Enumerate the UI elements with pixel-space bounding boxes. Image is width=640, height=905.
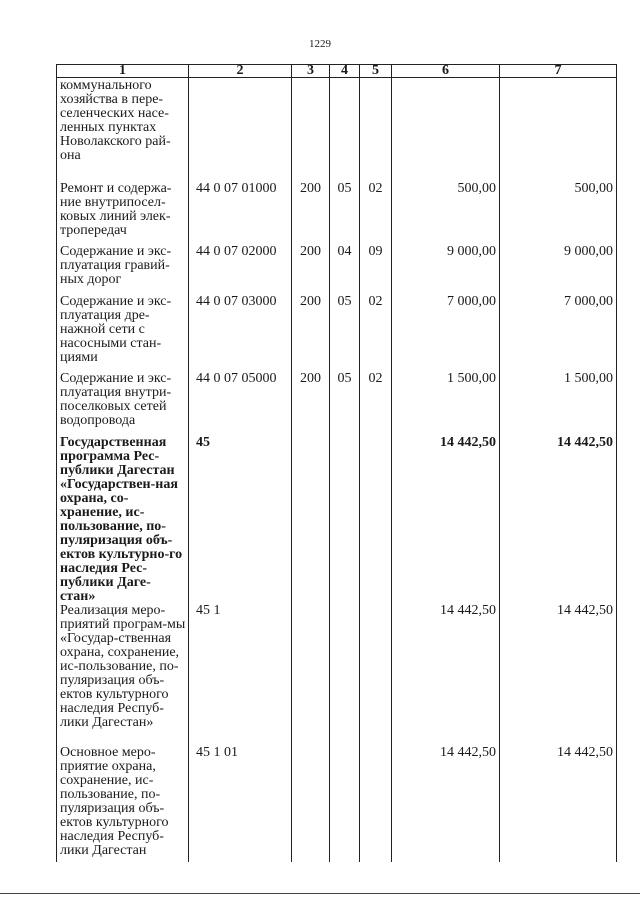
- row-amount-7: 7 000,00: [500, 295, 617, 372]
- row-amount-6: 14 442,50: [392, 746, 500, 862]
- row-amount-7: 14 442,50: [500, 436, 617, 604]
- page-number: 1229: [309, 38, 331, 50]
- table-row: [57, 295, 617, 372]
- row-col-3: [292, 436, 330, 604]
- row-col-5: 02: [360, 295, 392, 372]
- table-row: [57, 746, 617, 862]
- header-col-1: 1: [57, 65, 189, 78]
- row-col-4: [330, 78, 360, 182]
- row-name: Содержание и экс-плуатация внутри-поселковых сетей водопровода: [57, 372, 189, 436]
- row-amount-7: 500,00: [500, 182, 617, 245]
- row-col-4: 05: [330, 182, 360, 245]
- table-row: [57, 604, 617, 746]
- row-col-5: 09: [360, 245, 392, 295]
- table-row: [57, 245, 617, 295]
- row-code: 45: [189, 436, 292, 604]
- row-name: коммунального хозяйства в пере-селенческих насе-ленных пунктах Новолакского рай-она: [57, 78, 189, 182]
- row-col-4: 05: [330, 295, 360, 372]
- table-row: [57, 182, 617, 245]
- row-amount-7: 1 500,00: [500, 372, 617, 436]
- row-amount-6: 14 442,50: [392, 436, 500, 604]
- row-name: Содержание и экс-плуатация дре-нажной сети с насосными стан-циями: [57, 295, 189, 372]
- table-row: [57, 436, 617, 604]
- row-amount-7: 9 000,00: [500, 245, 617, 295]
- row-amount-6: 7 000,00: [392, 295, 500, 372]
- row-col-4: 04: [330, 245, 360, 295]
- row-code: 44 0 07 01000: [189, 182, 292, 245]
- row-col-3: [292, 604, 330, 746]
- header-col-4: 4: [330, 65, 360, 78]
- row-col-5: [360, 604, 392, 746]
- row-col-5: [360, 78, 392, 182]
- row-col-3: 200: [292, 182, 330, 245]
- row-col-3: 200: [292, 372, 330, 436]
- table-body: [57, 78, 617, 862]
- row-col-5: [360, 436, 392, 604]
- row-name: Основное меро-приятие охрана, сохранение, ис-пользование, по-пуляризация объ-ектов культурного наследия Респуб-лики Дагестан: [57, 746, 189, 862]
- row-code: 44 0 07 02000: [189, 245, 292, 295]
- row-col-5: 02: [360, 372, 392, 436]
- row-amount-6: [392, 78, 500, 182]
- row-col-5: 02: [360, 182, 392, 245]
- row-amount-6: 500,00: [392, 182, 500, 245]
- row-amount-7: [500, 78, 617, 182]
- table-header: [57, 65, 617, 78]
- header-col-3: 3: [292, 65, 330, 78]
- row-name: Ремонт и содержа-ние внутрипосел-ковых линий элек-тропередач: [57, 182, 189, 245]
- row-amount-6: 1 500,00: [392, 372, 500, 436]
- row-col-3: [292, 78, 330, 182]
- budget-table: [56, 64, 617, 862]
- row-col-3: 200: [292, 295, 330, 372]
- row-col-3: 200: [292, 245, 330, 295]
- table-row: [57, 78, 617, 182]
- row-code: 44 0 07 05000: [189, 372, 292, 436]
- row-code: 45 1 01: [189, 746, 292, 862]
- row-amount-6: 9 000,00: [392, 245, 500, 295]
- table-row: [57, 372, 617, 436]
- row-code: 44 0 07 03000: [189, 295, 292, 372]
- row-name: Реализация меро-приятий програм-мы «Государ-ственная охрана, сохранение, ис-пользование, по-пуляризация объ-ектов культурного наследия Респуб-лики Дагестан»: [57, 604, 189, 746]
- header-col-2: 2: [189, 65, 292, 78]
- header-col-5: 5: [360, 65, 392, 78]
- row-col-4: 05: [330, 372, 360, 436]
- row-name: Государственная программа Рес-публики Дагестан «Государствен-ная охрана, со-хранение, ис-пользование, по-пуляризация объ-ектов культурно-го наследия Рес-публики Даге-стан»: [57, 436, 189, 604]
- row-col-4: [330, 436, 360, 604]
- row-code: [189, 78, 292, 182]
- row-col-3: [292, 746, 330, 862]
- row-col-5: [360, 746, 392, 862]
- header-col-6: 6: [392, 65, 500, 78]
- row-col-4: [330, 604, 360, 746]
- row-name: Содержание и экс-плуатация гравий-ных дорог: [57, 245, 189, 295]
- row-amount-7: 14 442,50: [500, 746, 617, 862]
- header-col-7: 7: [500, 65, 617, 78]
- row-code: 45 1: [189, 604, 292, 746]
- page-bottom-divider: [0, 893, 640, 894]
- row-amount-7: 14 442,50: [500, 604, 617, 746]
- row-amount-6: 14 442,50: [392, 604, 500, 746]
- row-col-4: [330, 746, 360, 862]
